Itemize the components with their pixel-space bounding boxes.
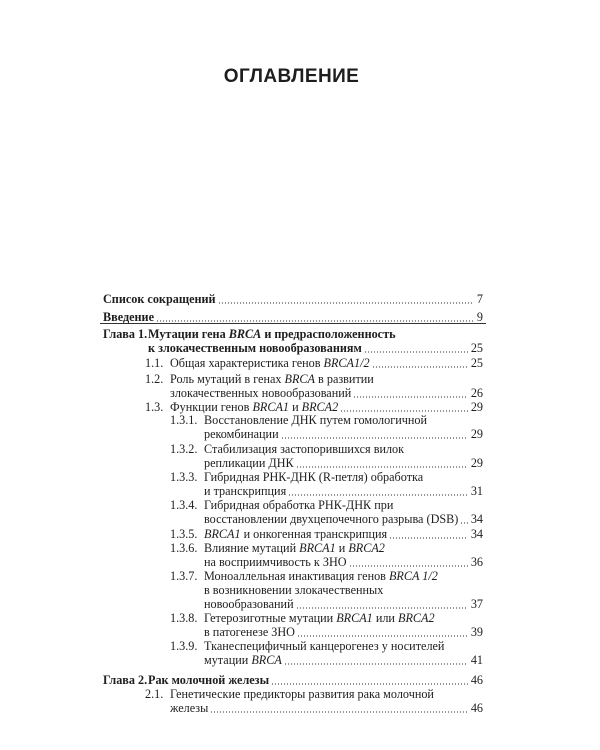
leader-dots <box>218 302 474 304</box>
toc-text-run: или <box>372 611 399 625</box>
toc-entry-title-line <box>204 612 435 625</box>
toc-text-run: BRCA <box>251 653 282 667</box>
leader-dots <box>281 437 468 439</box>
toc-entry-number: 1.3.5. <box>170 527 198 541</box>
toc-entry-title-line <box>204 598 294 611</box>
toc-text-run: Введение <box>103 310 154 324</box>
page-title: ОГЛАВЛЕНИЕ <box>223 66 360 87</box>
toc-entry-title-line <box>204 640 444 653</box>
toc-entry-number: 1.3.6. <box>170 541 198 555</box>
toc-text-run: BRCA <box>284 372 315 386</box>
toc-entry-title-line <box>204 457 294 470</box>
toc-entry-title-line <box>204 428 279 441</box>
toc-entry-title-line <box>204 443 404 456</box>
toc-entry-number: Глава 1. <box>103 327 148 341</box>
toc-page-number: 36 <box>470 555 483 569</box>
leader-dots <box>389 537 468 539</box>
toc-entry-number: 1.3.4. <box>170 498 198 512</box>
toc-page-number: 39 <box>470 625 483 639</box>
toc-page-number: 9 <box>476 310 483 324</box>
toc-text-run: рекомбинации <box>204 427 279 441</box>
toc-page-number: 25 <box>470 341 483 355</box>
toc-text-run: и <box>335 541 349 555</box>
toc-entry-title-line <box>204 528 387 541</box>
leader-dots <box>460 522 468 524</box>
toc-text-run: железы <box>170 701 209 715</box>
toc-page-number: 31 <box>470 484 483 498</box>
toc-text-run: Восстановление ДНК путем гомологичной <box>204 413 427 427</box>
toc-entry-number: 1.3.8. <box>170 611 198 625</box>
toc-entry-number: 1.3.1. <box>170 413 198 427</box>
toc-text-run: BRCA2 <box>301 400 339 414</box>
toc-text-run: BRCA1 <box>204 527 241 541</box>
toc-page-number: 29 <box>470 400 483 414</box>
toc-text-run: Стабилизация застопорившихся вилок <box>204 442 405 456</box>
toc-text-run: Рак молочной железы <box>148 673 270 687</box>
toc-page-number: 37 <box>470 597 483 611</box>
leader-dots <box>364 351 468 353</box>
toc-text-run: BRCA1 <box>252 400 290 414</box>
leader-dots <box>284 663 468 665</box>
toc-page-number: 41 <box>470 653 483 667</box>
toc-text-run: Моноаллельная инактивация генов <box>204 569 389 583</box>
toc-text-run: злокачественных новообразований <box>170 386 352 400</box>
toc-text-run: к злокачественным новообразованиям <box>148 341 362 355</box>
toc-entry-title-line <box>204 570 438 583</box>
toc-page-number: 34 <box>470 527 483 541</box>
toc-text-run: и предрасположенность <box>261 327 396 341</box>
toc-text-run: Генетические предикторы развития рака молочной <box>170 687 434 701</box>
toc-entry-title-line <box>170 702 208 715</box>
toc-page-number: 46 <box>470 701 483 715</box>
toc-page-number: 7 <box>476 292 483 306</box>
toc-text-run: в возникновении злокачественных <box>204 583 384 597</box>
leader-dots <box>296 466 468 468</box>
toc-entry-title-line <box>170 387 351 400</box>
toc-page-number: 26 <box>470 386 483 400</box>
toc-text-run: Список сокращений <box>103 292 216 306</box>
toc-entry-number: 1.3.9. <box>170 639 198 653</box>
toc-text-run: Гетерозиготные мутации <box>204 611 337 625</box>
toc-page-number: 25 <box>470 356 483 370</box>
toc-text-run: восстановлении двухцепочечного разрыва (DSB) <box>204 512 459 526</box>
toc-entry-title-line <box>204 556 347 569</box>
toc-entry-number: 1.2. <box>145 372 164 386</box>
leader-dots <box>271 683 468 685</box>
toc-entry-title-line <box>204 542 385 555</box>
toc-entry-title-line <box>204 626 295 639</box>
leader-dots <box>297 635 468 637</box>
toc-entry-title-line <box>204 513 458 526</box>
toc-entry-title-line <box>204 654 282 667</box>
toc-entry-title-line <box>148 674 269 687</box>
toc-entry-title-line <box>204 584 383 597</box>
toc-text-run: BRCA1 <box>299 541 336 555</box>
leader-dots <box>210 711 468 713</box>
toc-text-run: Общая характеристика генов <box>170 356 324 370</box>
toc-entry-title-line <box>204 485 286 498</box>
toc-text-run: BRCA 1/2 <box>388 569 438 583</box>
toc-entry-title-line <box>103 293 216 306</box>
toc-text-run: мутации <box>204 653 252 667</box>
toc-entry-title-line <box>204 471 423 484</box>
toc-entry-number: 1.3. <box>145 400 164 414</box>
toc-entry-title-line <box>170 357 370 370</box>
toc-text-run: Тканеспецифичный канцерогенез у носителей <box>204 639 445 653</box>
toc-text-run: Мутации гена <box>148 327 229 341</box>
toc-text-run: Роль мутаций в генах <box>170 372 285 386</box>
toc-entry-title-line <box>103 311 154 324</box>
toc-text-run: репликации ДНК <box>204 456 294 470</box>
toc-text-run: BRCA <box>228 327 262 341</box>
leader-dots <box>296 607 468 609</box>
toc-text-run: Гибридная РНК-ДНК (R-петля) обработка <box>204 470 424 484</box>
leader-dots <box>353 396 468 398</box>
toc-text-run: Функции генов <box>170 400 253 414</box>
toc-entry-title-line <box>204 499 393 512</box>
toc-entry-title-line <box>204 414 427 427</box>
toc-page-number: 46 <box>470 673 483 687</box>
toc-text-run: BRCA1 <box>336 611 373 625</box>
toc-text-run: и <box>289 400 302 414</box>
toc-entry-title-line <box>148 328 396 341</box>
leader-dots <box>349 565 468 567</box>
toc-text-run: BRCA2 <box>348 541 385 555</box>
toc-entry-number: 1.1. <box>145 356 164 370</box>
toc-text-run: BRCA2 <box>398 611 435 625</box>
toc-page-number: 29 <box>470 427 483 441</box>
toc-entry-number: 1.3.3. <box>170 470 198 484</box>
toc-text-run: BRCA1/2 <box>323 356 370 370</box>
toc-page-number: 34 <box>470 512 483 526</box>
toc-text-run: и транскрипция <box>204 484 287 498</box>
leader-dots <box>372 366 468 368</box>
leader-dots <box>288 494 468 496</box>
toc-entry-title-line <box>170 373 374 386</box>
toc-text-run: на восприимчивость к ЗНО <box>204 555 347 569</box>
toc-entry-title-line <box>170 688 434 701</box>
toc-text-run: Гибридная обработка РНК-ДНК при <box>204 498 394 512</box>
toc-text-run: в патогенезе ЗНО <box>204 625 295 639</box>
toc-text-run: Влияние мутаций <box>204 541 300 555</box>
leader-dots <box>340 410 468 412</box>
toc-entry-title-line <box>148 342 362 355</box>
toc-page-number: 29 <box>470 456 483 470</box>
toc-text-run: новообразований <box>204 597 294 611</box>
toc-text-run: и онкогенная транскрипция <box>240 527 388 541</box>
toc-text-run: в развитии <box>315 372 374 386</box>
toc-entry-number: Глава 2. <box>103 673 148 687</box>
leader-dots <box>156 320 474 322</box>
toc-entry-number: 1.3.7. <box>170 569 198 583</box>
toc-entry-number: 2.1. <box>145 687 164 701</box>
toc-entry-number: 1.3.2. <box>170 442 198 456</box>
